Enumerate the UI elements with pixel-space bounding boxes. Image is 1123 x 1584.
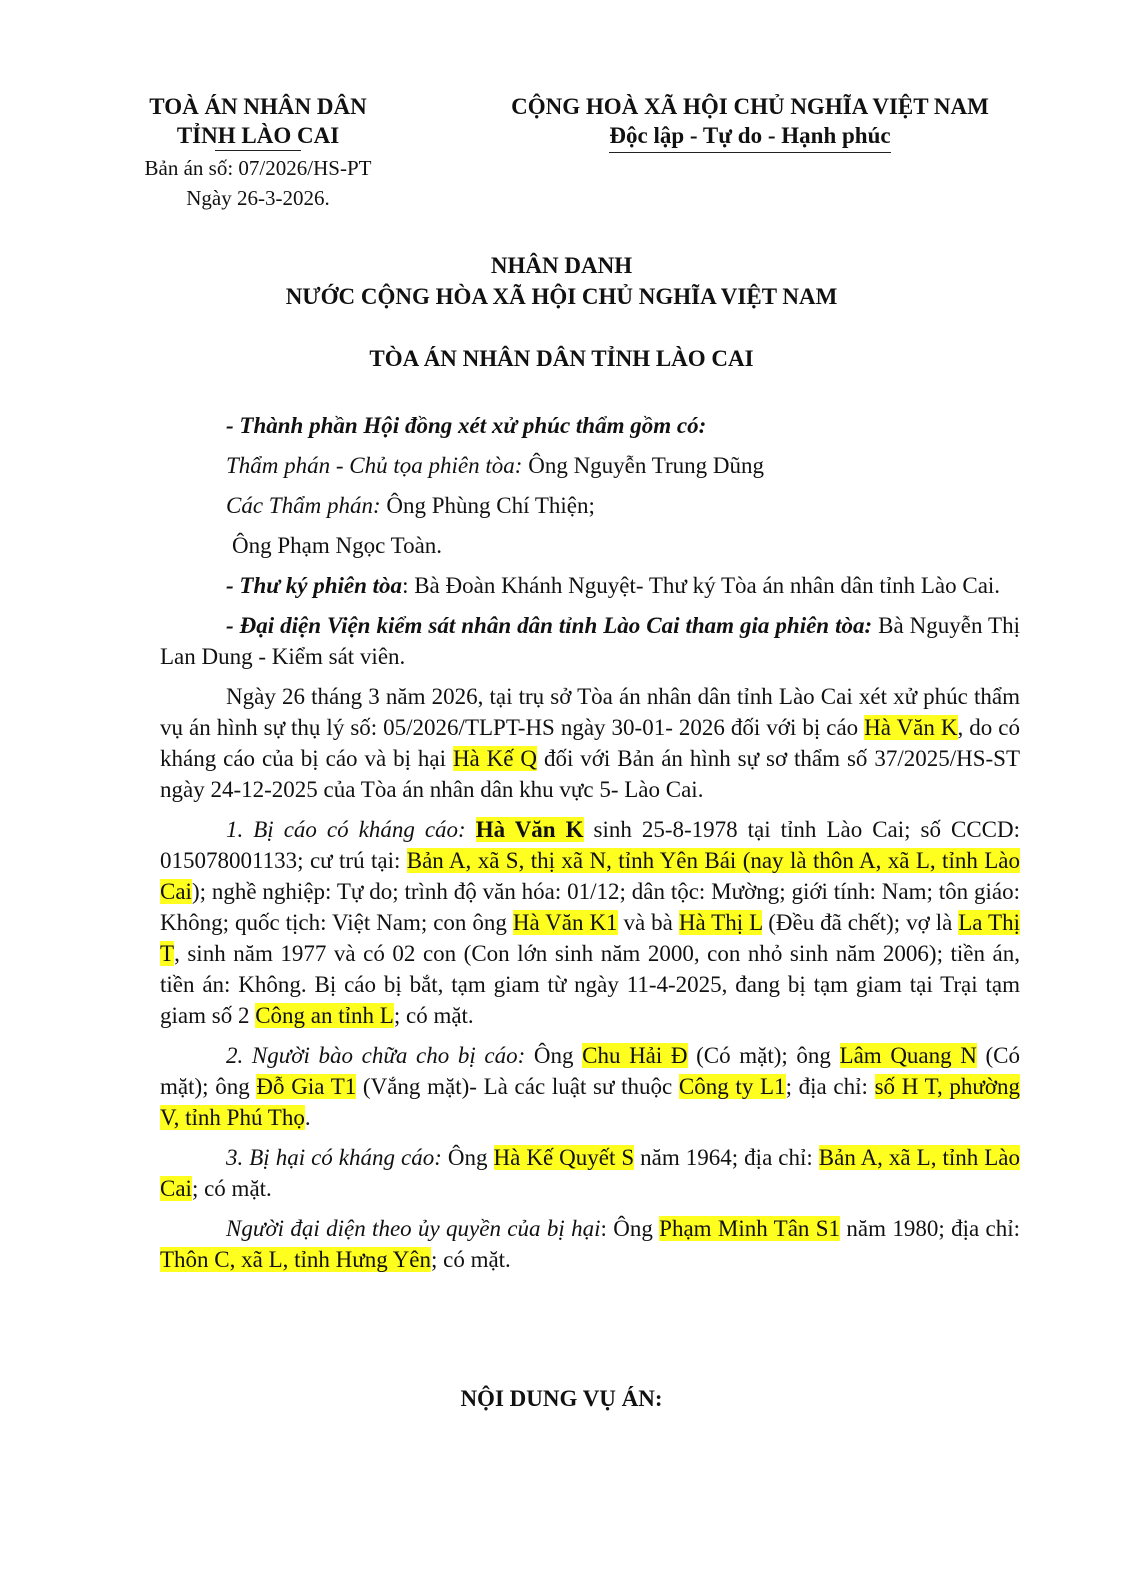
presiding-judge	[160, 450, 1020, 481]
lawyer-1: Chu Hải Đ	[582, 1043, 688, 1068]
judgment-body	[160, 410, 1020, 1284]
republic-header	[470, 92, 1030, 153]
national-motto: Độc lập - Tự do - Hạnh phúc	[609, 121, 890, 153]
defendant-text-2: ); nghề nghiệp: Tự do; trình độ văn hóa: 01/12; dân tộc: Mường; giới tính: Nam; tôn giáo: Không; quốc tịch: Việt Nam; con ông	[160, 879, 1020, 935]
representative-paragraph	[160, 1213, 1020, 1275]
representative-text-1: : Ông	[600, 1216, 660, 1241]
judges-label: Các Thẩm phán:	[226, 493, 381, 518]
defendant-full-name: Hà Văn K	[475, 817, 584, 842]
law-firm: Công ty L1	[678, 1074, 786, 1099]
lawyer-3: Đỗ Gia T1	[256, 1074, 357, 1099]
judges-name1: Ông Phùng Chí Thiện;	[380, 493, 595, 518]
defendant-mother: Hà Thị L	[678, 910, 763, 935]
victim-text-2: năm 1964; địa chỉ:	[634, 1145, 819, 1170]
section-case-content: NỘI DUNG VỤ ÁN:	[460, 1386, 663, 1411]
procuracy	[160, 610, 1020, 672]
clerk	[160, 570, 1020, 601]
victim-paragraph	[160, 1142, 1020, 1204]
judgment-number: Bản án số: 07/2026/HS-PT	[144, 156, 372, 180]
representative-label: Người đại diện theo ủy quyền của bị hại	[226, 1216, 601, 1241]
defense-text-2: (Có mặt); ông	[687, 1043, 840, 1068]
victim-label: 3. Bị hại có kháng cáo:	[226, 1145, 442, 1170]
victim-full-name: Hà Kế Quyết S	[493, 1145, 635, 1170]
defendant-text-5: , sinh năm 1977 và có 02 con (Con lớn sinh năm 2000, con nhỏ sinh năm 2006); tiền án, tiền án: Không. Bị cáo bị bắt, tạm giam từ ngày 11-4-2025, đang bị tạm giam tại Trại tạm giam số 2	[160, 941, 1020, 1028]
defense-counsel-paragraph	[160, 1040, 1020, 1133]
judges-name2: Ông Phạm Ngọc Toàn.	[232, 533, 443, 558]
representative-name: Phạm Minh Tân S1	[659, 1216, 841, 1241]
intro-paragraph	[160, 681, 1020, 805]
presiding-label: Thẩm phán - Chủ tọa phiên tòa:	[226, 453, 523, 478]
defendant-father: Hà Văn K1	[512, 910, 618, 935]
defendant-residence: Bản A, xã S, thị xã N, tỉnh Yên Bái (nay là thôn A, xã L, tỉnh Lào Cai	[160, 848, 1020, 904]
defendant-name: Hà Văn K	[864, 715, 958, 740]
intro-text-1: Ngày 26 tháng 3 năm 2026, tại trụ sở Tòa án nhân dân tỉnh Lào Cai xét xử phúc thẩm vụ án hình sự thụ lý số: 05/2026/TLPT-HS ngày 30-01- 2026 đối với bị cáo	[160, 684, 1020, 740]
representative-text-3: ; có mặt.	[430, 1247, 511, 1272]
defense-text-5: ; địa chỉ:	[785, 1074, 875, 1099]
detention-police: Công an tỉnh L	[255, 1003, 394, 1028]
defendant-text-3: và bà	[617, 910, 679, 935]
defendant-label: 1. Bị cáo có kháng cáo:	[226, 817, 466, 842]
court-header	[128, 92, 388, 213]
intro-text-2: , do có kháng cáo của bị cáo và bị hại	[160, 715, 1020, 771]
law-firm-address: số H T, phường V, tỉnh Phú Thọ	[160, 1074, 1021, 1130]
defense-text-3: (Có mặt); ông	[160, 1043, 1020, 1099]
title-court: TÒA ÁN NHÂN DÂN TỈNH LÀO CAI	[369, 346, 754, 371]
judges	[160, 490, 1020, 521]
victim-text-3: ; có mặt.	[191, 1176, 272, 1201]
defendant-text-4: (Đều đã chết); vợ là	[762, 910, 959, 935]
representative-text-2: năm 1980; địa chỉ:	[840, 1216, 1020, 1241]
title-country: NƯỚC CỘNG HÒA XÃ HỘI CHỦ NGHĨA VIỆT NAM	[285, 284, 838, 309]
court-province: TỈNH LÀO CAI	[176, 123, 340, 148]
republic-name: CỘNG HOÀ XÃ HỘI CHỦ NGHĨA VIỆT NAM	[511, 94, 989, 119]
representative-address: Thôn C, xã L, tỉnh Hưng Yên	[160, 1247, 431, 1272]
defense-text-1: Ông	[525, 1043, 583, 1068]
procuracy-label: - Đại diện Viện kiểm sát nhân dân tỉnh Lào Cai tham gia phiên tòa:	[226, 613, 873, 638]
victim-text-1: Ông	[441, 1145, 494, 1170]
lawyer-2: Lâm Quang N	[839, 1043, 977, 1068]
victim-address: Bản A, xã L, tỉnh Lào Cai	[160, 1145, 1020, 1201]
panel-heading: - Thành phần Hội đồng xét xử phúc thẩm gồm có:	[226, 413, 707, 438]
clerk-text: : Bà Đoàn Khánh Nguyệt- Thư ký Tòa án nhân dân tỉnh Lào Cai.	[402, 573, 1001, 598]
procuracy-text: Bà Nguyễn Thị Lan Dung - Kiểm sát viên.	[160, 613, 1020, 669]
defense-text-6: .	[304, 1105, 311, 1130]
defendant-paragraph	[160, 814, 1020, 1031]
victim-name: Hà Kế Q	[452, 746, 538, 771]
defense-text-4: (Vắng mặt)- Là các luật sư thuộc	[356, 1074, 679, 1099]
defendant-text-6: ; có mặt.	[393, 1003, 474, 1028]
defense-label: 2. Người bào chữa cho bị cáo:	[226, 1043, 526, 1068]
presiding-name: Ông Nguyễn Trung Dũng	[522, 453, 764, 478]
judgment-date: Ngày 26-3-2026.	[186, 186, 330, 210]
court-underline	[215, 150, 301, 151]
title-in-the-name: NHÂN DANH	[490, 253, 633, 278]
clerk-label: - Thư ký phiên tòa	[226, 573, 403, 598]
intro-text-3: đối với Bản án hình sự sơ thẩm số 37/2025/HS-ST ngày 24-12-2025 của Tòa án nhân dân khu vực 5- Lào Cai.	[160, 746, 1020, 802]
defendant-wife: La Thị T	[160, 910, 1020, 966]
defendant-text-1: sinh 25-8-1978 tại tỉnh Lào Cai; số CCCD: 015078001133; cư trú tại:	[160, 817, 1021, 873]
court-name: TOÀ ÁN NHÂN DÂN	[149, 94, 367, 119]
